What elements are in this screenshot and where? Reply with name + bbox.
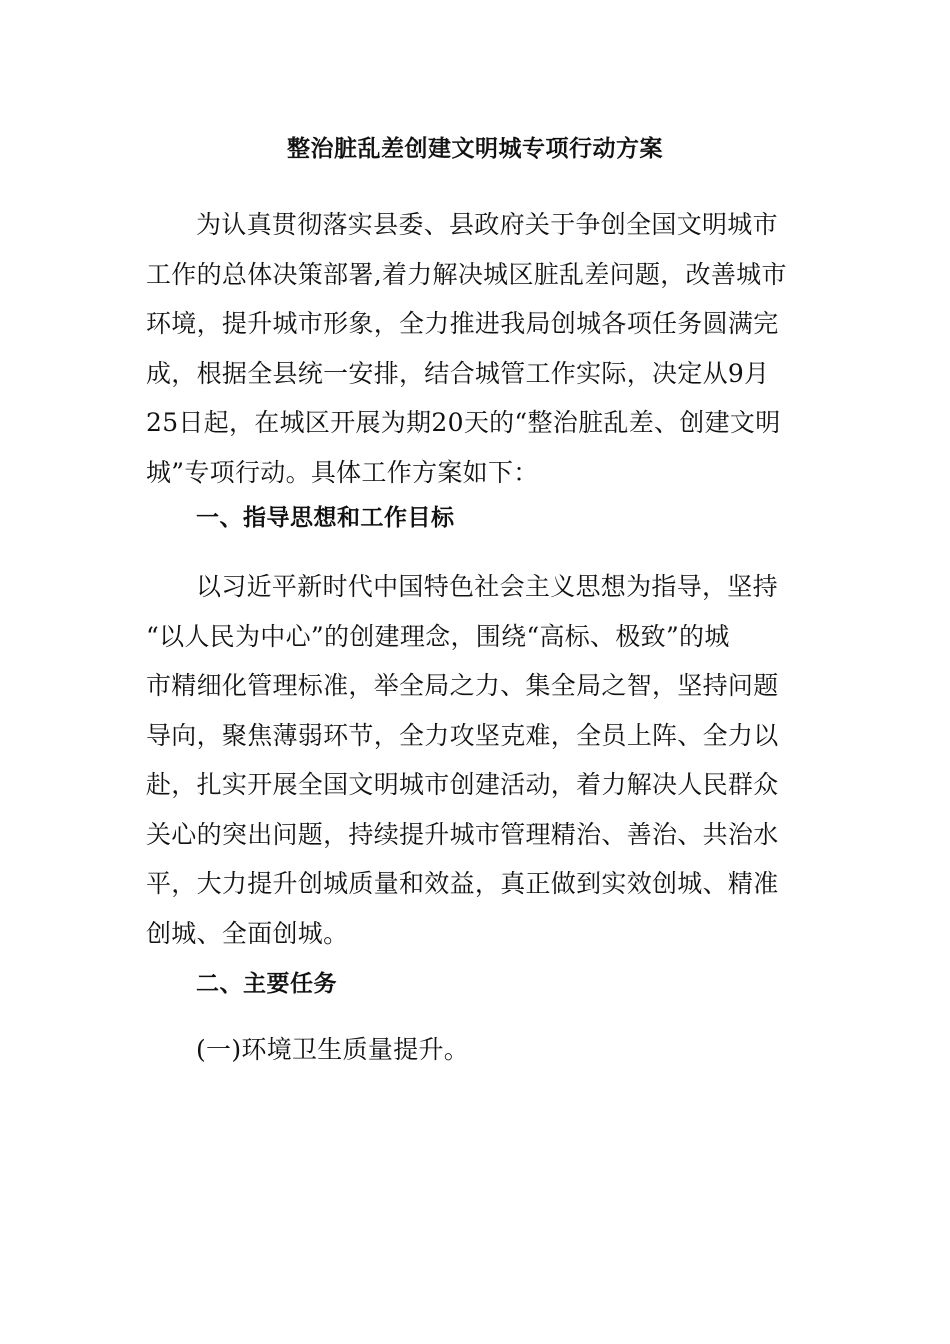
intro-line: 工作的总体决策部署,着力解决城区脏乱差问题，改善城市 bbox=[146, 259, 787, 289]
section1-line: 关心的突出问题，持续提升城市管理精治、善治、共治水 bbox=[146, 819, 779, 849]
subsection-environment-sanitation: (一)环境卫生质量提升。 bbox=[196, 1035, 470, 1064]
section1-paragraph bbox=[146, 562, 811, 958]
intro-line: 成，根据全县统一安排，结合城管工作实际，决定从9月 bbox=[146, 358, 770, 388]
intro-line: 城”专项行动。具体工作方案如下： bbox=[146, 457, 539, 487]
intro-line: 25日起，在城区开展为期20天的“整治脏乱差、创建文明 bbox=[146, 408, 781, 437]
intro-paragraph bbox=[146, 200, 811, 497]
section-heading-main-tasks: 二、主要任务 bbox=[196, 971, 337, 997]
section1-line: “以人民为中心”的创建理念，围绕“高标、极致”的城 bbox=[146, 621, 730, 651]
section-heading-guiding-ideology: 一、指导思想和工作目标 bbox=[196, 505, 455, 531]
document-title: 整治脏乱差创建文明城专项行动方案 bbox=[287, 136, 663, 162]
intro-line: 环境，提升城市形象，全力推进我局创城各项任务圆满完 bbox=[146, 309, 779, 338]
section1-line: 以习近平新时代中国特色社会主义思想为指导，坚持 bbox=[196, 572, 778, 601]
section1-line: 市精细化管理标准，举全局之力、集全局之智，坚持问题 bbox=[146, 671, 779, 700]
intro-line: 为认真贯彻落实县委、县政府关于争创全国文明城市 bbox=[196, 210, 778, 239]
section1-line: 导向，聚焦薄弱环节，全力攻坚克难，全员上阵、全力以 bbox=[146, 720, 779, 750]
section1-line: 赴，扎实开展全国文明城市创建活动，着力解决人民群众 bbox=[146, 770, 779, 799]
section1-line: 平，大力提升创城质量和效益，真正做到实效创城、精准 bbox=[146, 869, 779, 898]
section1-line: 创城、全面创城。 bbox=[146, 918, 349, 948]
